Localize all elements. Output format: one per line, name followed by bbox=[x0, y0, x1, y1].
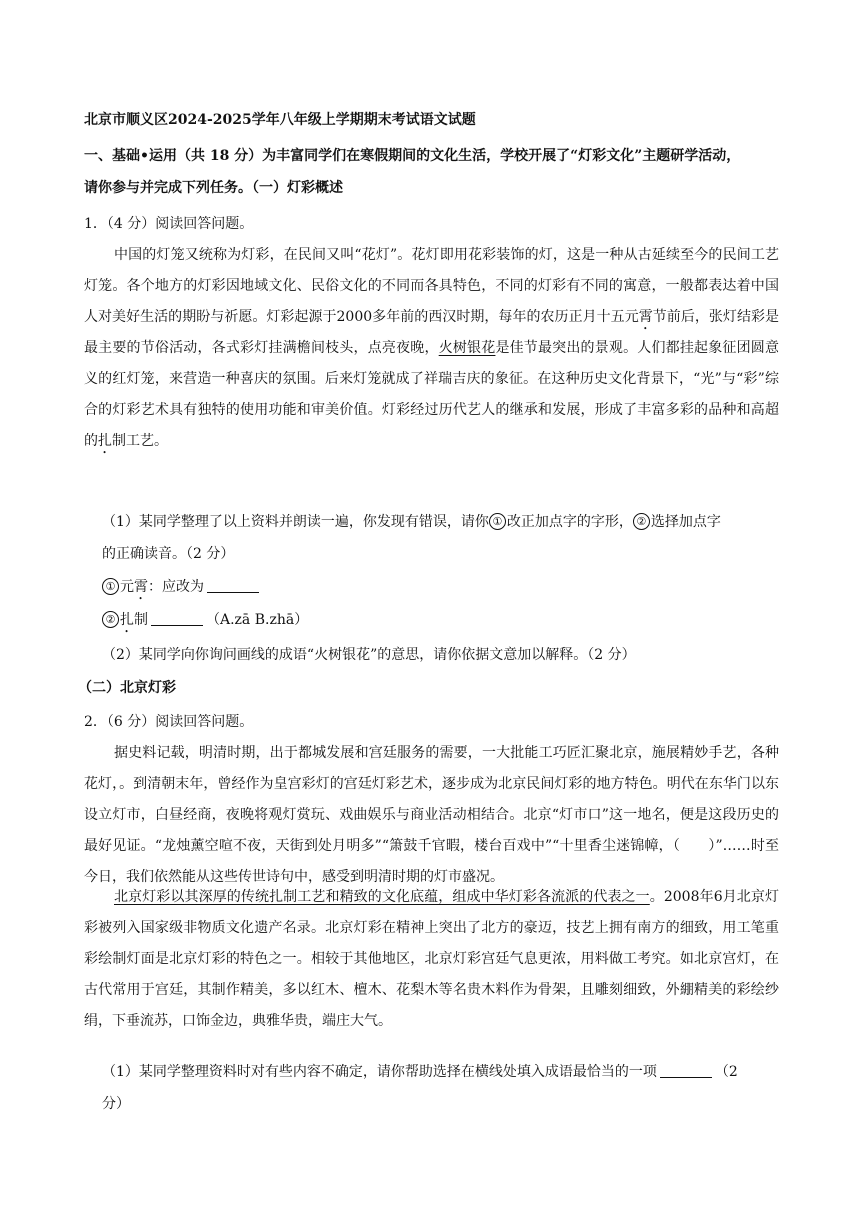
q2-sub1-cont: 分） bbox=[102, 1096, 130, 1112]
q1-sub2: （2）某同学向你询问画线的成语“火树银花”的意思，请你依据文意加以解释。（2 分） bbox=[102, 647, 636, 663]
underlined-sentence: 北京灯彩以其深厚的传统扎制工艺和精致的文化底蕴，组成中华灯彩各流派的代表之一 bbox=[114, 889, 650, 905]
dotted-char-zha: 扎 bbox=[98, 433, 112, 449]
question-2-para1: 据史料记载，明清时期，出于都城发展和宫廷服务的需要，一大批能工巧匠汇聚北京，施展精妙手艺，各种花灯，。到清朝末年，曾经作为皇宫彩灯的宫廷灯彩艺术，逐步成为北京民间灯彩的地方特色。明代在东华门以东设立灯市，白昼经商，夜晚将观灯赏玩、戏曲娱乐与商业活动相结合。北京“灯市口”这一地名，便是这段历史的最好见证。“龙烛薰空喧不夜，天街到处月明多”“箫鼓千官暇，楼台百戏中”“十里香尘迷锦幛，（ ）”……时至今日，我们依然能从这些传世诗句中，感受到明清时期的灯市盛况。 bbox=[84, 745, 779, 885]
exam-title: 北京市顺义区2024-2025学年八年级上学期期末考试语文试题 bbox=[84, 112, 476, 128]
q1-sub1: （1）某同学整理了以上资料并朗读一遍，你发现有错误，请你 ① 改正加点字的字形， ② 选择加点字 bbox=[102, 514, 721, 530]
section1-heading-cont: 请你参与并完成下列任务。（一）灯彩概述 bbox=[84, 180, 343, 196]
question-1-passage bbox=[84, 240, 779, 457]
section1-heading: 一、基础•运用（共 18 分）为丰富同学们在寒假期间的文化生活，学校开展了“灯彩文化”主题研学活动， bbox=[84, 148, 741, 164]
q2-sub1: （1）某同学整理资料时对有些内容不确定，请你帮助选择在横线处填入成语最恰当的一项 （2 bbox=[102, 1064, 738, 1080]
question-2-para2: 北京灯彩以其深厚的传统扎制工艺和精致的文化底蕴，组成中华灯彩各流派的代表之一。2008年6月北京灯彩被列入国家级非物质文化遗产名录。北京灯彩在精神上突出了北方的豪迈，技艺上拥有南方的细致，用工笔重彩绘制灯面是北京灯彩的特色之一。相较于其他地区，北京灯彩宫廷气息更浓，用料做工考究。如北京宫灯，在古代常用于宫廷，其制作精美，多以红木、檀木、花梨木等名贵木料作为骨架，且雕刻细致，外綳精美的彩绘纱绢，下垂流苏，口饰金边，典雅华贵，端庄大气。 bbox=[84, 889, 779, 1029]
answer-blank[interactable] bbox=[660, 1063, 712, 1078]
passage-text: 是佳节最突出的景观。人们都挂起象征团圆意义的红灯笼，来营造一种喜庆的氛围。后来灯笼就成了祥瑞吉庆的象征。在这种历史文化背景下，“光”与“彩”综合的灯彩艺术具有独特的使用功能和审美价值。灯彩经过历代艺人的继承和发展，形成了丰富多彩的品种和高超的 bbox=[84, 340, 779, 449]
question-2-label: 2．（6 分）阅读回答问题。 bbox=[84, 714, 254, 730]
circled-one: ① bbox=[489, 513, 506, 530]
answer-blank[interactable] bbox=[151, 611, 203, 626]
circled-two: ② bbox=[633, 513, 650, 530]
underlined-idiom: 火树银花 bbox=[438, 340, 496, 356]
answer-blank[interactable] bbox=[207, 578, 259, 593]
q1-item1: ① 元霄：应改为 bbox=[102, 577, 262, 603]
q1-item2: ② 扎制 （A.zā B.zhā） bbox=[102, 610, 308, 636]
section2-heading: （二）北京灯彩 bbox=[78, 680, 176, 696]
passage-text: 节前后，张灯结彩是最主要的节俗活动，各式彩灯挂满檐间枝头，点亮夜晚， bbox=[84, 309, 779, 356]
q1-sub1-cont: 的正确读音。（2 分） bbox=[102, 546, 235, 562]
passage-text: 制工艺。 bbox=[112, 433, 168, 449]
dotted-char-xiao: 霄 bbox=[638, 309, 653, 325]
passage-text: 中国的灯笼又统称为灯彩，在民间又叫“花灯”。花灯即用花彩装饰的灯，这是一种从古延续至今的民间工艺灯笼。各个地方的灯彩因地域文化、民俗文化的不同而各具特色，不同的灯彩有不同的寓意，一般都表达着中国人对美好生活的期盼与祈愿。灯彩起源于2000多年前的西汉时期，每年的农历正月十五元 bbox=[84, 247, 779, 325]
question-1-label: 1．（4 分）阅读回答问题。 bbox=[84, 216, 254, 232]
